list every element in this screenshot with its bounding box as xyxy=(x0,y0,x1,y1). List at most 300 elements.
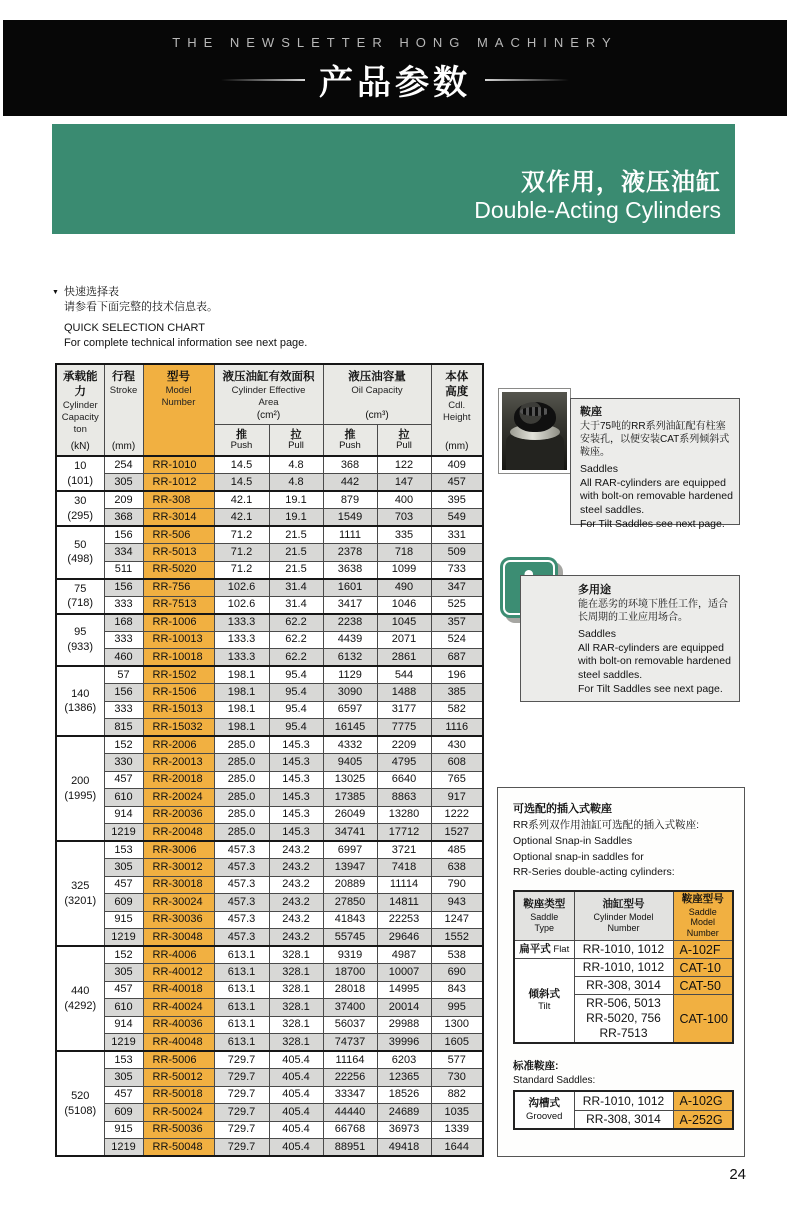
pull-oil-cell: 3177 xyxy=(377,701,431,719)
push-oil-cell: 4332 xyxy=(323,736,377,754)
masthead-left-rule xyxy=(221,79,305,81)
pull-oil-cell: 11114 xyxy=(377,876,431,894)
model-cell: RR-40048 xyxy=(143,1034,214,1052)
pull-area-cell: 145.3 xyxy=(269,789,323,807)
model-cell: RR-7513 xyxy=(143,596,214,614)
versatility-body-en: All RAR-cylinders are equipped with bolt-on removable hardened steel saddles. xyxy=(578,641,731,682)
height-cell: 733 xyxy=(431,561,483,579)
optional-sub-en2: RR-Series double-acting cylinders: xyxy=(513,866,675,879)
stroke-cell: 457 xyxy=(104,876,143,894)
push-area-cell: 457.3 xyxy=(214,859,269,877)
masthead xyxy=(3,20,787,116)
table-row xyxy=(56,806,483,824)
table-row xyxy=(56,841,483,859)
stroke-cell: 156 xyxy=(104,579,143,597)
model-cell: RR-5020 xyxy=(143,561,214,579)
push-area-cell: 613.1 xyxy=(214,981,269,999)
push-area-cell: 71.2 xyxy=(214,526,269,544)
height-cell: 730 xyxy=(431,1069,483,1087)
height-cell: 582 xyxy=(431,701,483,719)
push-area-cell: 285.0 xyxy=(214,754,269,772)
push-area-cell: 285.0 xyxy=(214,824,269,842)
table-row xyxy=(56,614,483,632)
pull-area-cell: 243.2 xyxy=(269,911,323,929)
optional-title-zh: 可选配的插入式鞍座 xyxy=(513,803,612,815)
optional-saddles-box xyxy=(497,787,745,1157)
pull-area-cell: 328.1 xyxy=(269,964,323,982)
model-cell: RR-40024 xyxy=(143,999,214,1017)
col-header-capacity: 承载能力 Cylinder Capacity ton (kN) xyxy=(56,364,104,456)
model-cell: RR-1502 xyxy=(143,666,214,684)
push-area-cell: 613.1 xyxy=(214,1034,269,1052)
table-row xyxy=(56,859,483,877)
model-cell: RR-40036 xyxy=(143,1016,214,1034)
stroke-cell: 1219 xyxy=(104,1139,143,1157)
pull-area-cell: 328.1 xyxy=(269,1034,323,1052)
table-row xyxy=(56,701,483,719)
push-oil-cell: 4439 xyxy=(323,631,377,649)
height-cell: 1116 xyxy=(431,719,483,737)
height-cell: 882 xyxy=(431,1086,483,1104)
model-cell: RR-10018 xyxy=(143,649,214,667)
push-area-cell: 729.7 xyxy=(214,1121,269,1139)
stroke-cell: 511 xyxy=(104,561,143,579)
pull-oil-cell: 703 xyxy=(377,509,431,527)
pull-oil-cell: 12365 xyxy=(377,1069,431,1087)
table-row xyxy=(56,649,483,667)
pull-oil-cell: 7775 xyxy=(377,719,431,737)
cylinder-model-cell: RR-1010, 1012 xyxy=(574,941,673,959)
saddle-model-cell: A-252G xyxy=(673,1110,733,1129)
push-oil-cell: 11164 xyxy=(323,1051,377,1069)
model-cell: RR-1010 xyxy=(143,456,214,474)
height-cell: 638 xyxy=(431,859,483,877)
push-oil-cell: 9319 xyxy=(323,946,377,964)
pull-area-cell: 62.2 xyxy=(269,631,323,649)
height-cell: 549 xyxy=(431,509,483,527)
height-cell: 524 xyxy=(431,631,483,649)
push-area-cell: 285.0 xyxy=(214,736,269,754)
saddle-model-cell: A-102F xyxy=(673,941,733,959)
push-oil-cell: 74737 xyxy=(323,1034,377,1052)
stroke-cell: 305 xyxy=(104,859,143,877)
model-cell: RR-5013 xyxy=(143,544,214,562)
push-oil-cell: 13947 xyxy=(323,859,377,877)
col-header-stroke: 行程 Stroke (mm) xyxy=(104,364,143,456)
pull-area-cell: 4.8 xyxy=(269,456,323,474)
page-title: 产品参数 xyxy=(319,64,471,102)
pull-area-cell: 62.2 xyxy=(269,649,323,667)
pull-oil-cell: 400 xyxy=(377,491,431,509)
table-row xyxy=(56,999,483,1017)
pull-oil-cell: 6203 xyxy=(377,1051,431,1069)
table-row xyxy=(56,491,483,509)
table-row xyxy=(56,509,483,527)
stroke-cell: 333 xyxy=(104,631,143,649)
stroke-cell: 333 xyxy=(104,596,143,614)
table-row xyxy=(56,824,483,842)
table-row xyxy=(56,981,483,999)
pull-area-cell: 328.1 xyxy=(269,981,323,999)
push-area-cell: 198.1 xyxy=(214,684,269,702)
pull-oil-cell: 1045 xyxy=(377,614,431,632)
spec-table-head xyxy=(56,364,483,456)
saddle-type-cell: 沟槽式 Grooved xyxy=(514,1091,574,1129)
saddle-type-cell: 扁平式 Flat xyxy=(514,941,574,959)
pull-area-cell: 405.4 xyxy=(269,1051,323,1069)
push-area-cell: 613.1 xyxy=(214,999,269,1017)
pull-oil-cell: 29646 xyxy=(377,929,431,947)
push-oil-cell: 20889 xyxy=(323,876,377,894)
stroke-cell: 168 xyxy=(104,614,143,632)
saddles-note-box xyxy=(570,398,740,531)
table-row xyxy=(56,579,483,597)
saddle-model-cell: CAT-50 xyxy=(673,977,733,995)
height-cell: 943 xyxy=(431,894,483,912)
table-row xyxy=(56,526,483,544)
push-oil-cell: 13025 xyxy=(323,771,377,789)
saddle-table-row xyxy=(514,959,733,977)
intro-block xyxy=(52,285,472,350)
height-cell: 357 xyxy=(431,614,483,632)
height-cell: 690 xyxy=(431,964,483,982)
banner-title-en: Double-Acting Cylinders xyxy=(474,197,721,223)
model-cell: RR-506 xyxy=(143,526,214,544)
table-row xyxy=(56,771,483,789)
push-area-cell: 198.1 xyxy=(214,719,269,737)
model-cell: RR-30024 xyxy=(143,894,214,912)
intro-en-line1: QUICK SELECTION CHART xyxy=(64,321,205,334)
stroke-cell: 153 xyxy=(104,841,143,859)
pull-oil-cell: 1488 xyxy=(377,684,431,702)
table-row xyxy=(56,684,483,702)
pull-oil-cell: 147 xyxy=(377,474,431,492)
push-area-cell: 14.5 xyxy=(214,456,269,474)
model-cell: RR-756 xyxy=(143,579,214,597)
height-cell: 1605 xyxy=(431,1034,483,1052)
push-oil-cell: 17385 xyxy=(323,789,377,807)
model-cell: RR-30048 xyxy=(143,929,214,947)
saddle-model-cell: CAT-100 xyxy=(673,995,733,1044)
height-cell: 509 xyxy=(431,544,483,562)
pull-oil-cell: 24689 xyxy=(377,1104,431,1122)
capacity-cell: 95 (933) xyxy=(56,614,104,667)
model-cell: RR-30036 xyxy=(143,911,214,929)
push-oil-cell: 3090 xyxy=(323,684,377,702)
stroke-cell: 254 xyxy=(104,456,143,474)
push-oil-cell: 2238 xyxy=(323,614,377,632)
pull-oil-cell: 544 xyxy=(377,666,431,684)
table-row xyxy=(56,1034,483,1052)
table-row xyxy=(56,1139,483,1157)
cylinder-model-cell: RR-308, 3014 xyxy=(574,1110,673,1129)
push-area-cell: 729.7 xyxy=(214,1139,269,1157)
push-oil-cell: 37400 xyxy=(323,999,377,1017)
stroke-cell: 610 xyxy=(104,999,143,1017)
stroke-cell: 334 xyxy=(104,544,143,562)
table-row xyxy=(56,876,483,894)
pull-oil-cell: 36973 xyxy=(377,1121,431,1139)
pull-oil-cell: 490 xyxy=(377,579,431,597)
model-cell: RR-5006 xyxy=(143,1051,214,1069)
model-cell: RR-20018 xyxy=(143,771,214,789)
stroke-cell: 305 xyxy=(104,474,143,492)
height-cell: 385 xyxy=(431,684,483,702)
push-oil-cell: 88951 xyxy=(323,1139,377,1157)
intro-zh-line1: 快速选择表 xyxy=(64,286,119,298)
table-row xyxy=(56,544,483,562)
stroke-cell: 1219 xyxy=(104,1034,143,1052)
push-area-cell: 457.3 xyxy=(214,911,269,929)
push-oil-cell: 33347 xyxy=(323,1086,377,1104)
height-cell: 331 xyxy=(431,526,483,544)
saddle-table-row xyxy=(514,941,733,959)
height-cell: 765 xyxy=(431,771,483,789)
pull-area-cell: 145.3 xyxy=(269,771,323,789)
pull-oil-cell: 7418 xyxy=(377,859,431,877)
pull-area-cell: 328.1 xyxy=(269,999,323,1017)
table-row xyxy=(56,1104,483,1122)
push-area-cell: 613.1 xyxy=(214,964,269,982)
stroke-cell: 610 xyxy=(104,789,143,807)
col-header-model: 型号 Model Number xyxy=(143,364,214,456)
model-cell: RR-50018 xyxy=(143,1086,214,1104)
model-cell: RR-3014 xyxy=(143,509,214,527)
intro-zh-line2: 请参看下面完整的技术信息表。 xyxy=(64,300,218,313)
subheader-area-pull: 拉 Pull xyxy=(269,424,323,456)
pull-oil-cell: 3721 xyxy=(377,841,431,859)
pull-area-cell: 95.4 xyxy=(269,666,323,684)
push-oil-cell: 56037 xyxy=(323,1016,377,1034)
push-area-cell: 71.2 xyxy=(214,544,269,562)
stroke-cell: 1219 xyxy=(104,824,143,842)
pull-area-cell: 243.2 xyxy=(269,859,323,877)
pull-area-cell: 328.1 xyxy=(269,1016,323,1034)
saddles-title-zh: 鞍座 xyxy=(580,406,602,418)
pull-area-cell: 405.4 xyxy=(269,1121,323,1139)
saddle-model-cell: A-102G xyxy=(673,1091,733,1110)
masthead-kicker: THE NEWSLETTER HONG MACHINERY xyxy=(172,35,618,50)
capacity-cell: 200 (1995) xyxy=(56,736,104,841)
push-oil-cell: 1549 xyxy=(323,509,377,527)
pull-area-cell: 31.4 xyxy=(269,596,323,614)
model-cell: RR-15013 xyxy=(143,701,214,719)
stroke-cell: 152 xyxy=(104,946,143,964)
standard-table-body xyxy=(514,1091,733,1129)
pull-oil-cell: 122 xyxy=(377,456,431,474)
stroke-cell: 333 xyxy=(104,701,143,719)
push-area-cell: 285.0 xyxy=(214,789,269,807)
model-cell: RR-30018 xyxy=(143,876,214,894)
height-cell: 687 xyxy=(431,649,483,667)
table-row xyxy=(56,596,483,614)
pull-oil-cell: 1046 xyxy=(377,596,431,614)
model-cell: RR-40012 xyxy=(143,964,214,982)
pull-area-cell: 19.1 xyxy=(269,509,323,527)
push-oil-cell: 9405 xyxy=(323,754,377,772)
model-cell: RR-50024 xyxy=(143,1104,214,1122)
push-oil-cell: 442 xyxy=(323,474,377,492)
push-oil-cell: 6997 xyxy=(323,841,377,859)
table-row xyxy=(56,631,483,649)
pull-oil-cell: 17712 xyxy=(377,824,431,842)
pull-oil-cell: 13280 xyxy=(377,806,431,824)
model-cell: RR-1012 xyxy=(143,474,214,492)
table-row xyxy=(56,929,483,947)
height-cell: 917 xyxy=(431,789,483,807)
table-row xyxy=(56,1121,483,1139)
pull-oil-cell: 4987 xyxy=(377,946,431,964)
snapin-saddle-table xyxy=(513,890,734,1044)
height-cell: 485 xyxy=(431,841,483,859)
push-area-cell: 71.2 xyxy=(214,561,269,579)
versatility-note-en: For Tilt Saddles see next page. xyxy=(578,683,723,696)
pull-area-cell: 95.4 xyxy=(269,684,323,702)
stroke-cell: 609 xyxy=(104,894,143,912)
table-row xyxy=(56,754,483,772)
push-area-cell: 729.7 xyxy=(214,1086,269,1104)
height-cell: 790 xyxy=(431,876,483,894)
push-area-cell: 729.7 xyxy=(214,1104,269,1122)
height-cell: 1300 xyxy=(431,1016,483,1034)
model-cell: RR-2006 xyxy=(143,736,214,754)
push-oil-cell: 41843 xyxy=(323,911,377,929)
push-oil-cell: 34741 xyxy=(323,824,377,842)
pull-area-cell: 31.4 xyxy=(269,579,323,597)
stroke-cell: 815 xyxy=(104,719,143,737)
model-cell: RR-50036 xyxy=(143,1121,214,1139)
spec-table-body xyxy=(56,456,483,1156)
pull-oil-cell: 49418 xyxy=(377,1139,431,1157)
saddles-title-en: Saddles xyxy=(580,463,618,476)
push-oil-cell: 22256 xyxy=(323,1069,377,1087)
push-area-cell: 198.1 xyxy=(214,666,269,684)
push-area-cell: 613.1 xyxy=(214,1016,269,1034)
model-cell: RR-20048 xyxy=(143,824,214,842)
capacity-cell: 50 (498) xyxy=(56,526,104,579)
push-area-cell: 457.3 xyxy=(214,894,269,912)
capacity-cell: 520 (5108) xyxy=(56,1051,104,1156)
stroke-cell: 209 xyxy=(104,491,143,509)
cylinder-model-cell: RR-308, 3014 xyxy=(574,977,673,995)
subheader-oil-push: 推 Push xyxy=(323,424,377,456)
page-number: 24 xyxy=(729,1166,746,1183)
push-area-cell: 102.6 xyxy=(214,579,269,597)
saddles-note-en: For Tilt Saddles see next page. xyxy=(580,518,725,531)
intro-en-line2: For complete technical information see next page. xyxy=(64,336,308,349)
stroke-cell: 305 xyxy=(104,1069,143,1087)
push-area-cell: 14.5 xyxy=(214,474,269,492)
push-oil-cell: 1601 xyxy=(323,579,377,597)
height-cell: 1339 xyxy=(431,1121,483,1139)
push-area-cell: 102.6 xyxy=(214,596,269,614)
height-cell: 1247 xyxy=(431,911,483,929)
height-cell: 1035 xyxy=(431,1104,483,1122)
table-row xyxy=(56,561,483,579)
push-oil-cell: 66768 xyxy=(323,1121,377,1139)
table-row xyxy=(56,1051,483,1069)
saddles-body-zh: 大于75吨的RR系列油缸配有柱塞安装孔，以便安装CAT系列倾斜式鞍座。 xyxy=(580,421,730,459)
push-area-cell: 133.3 xyxy=(214,649,269,667)
push-area-cell: 133.3 xyxy=(214,614,269,632)
pull-area-cell: 145.3 xyxy=(269,736,323,754)
standard-saddle-table xyxy=(513,1090,734,1130)
pull-area-cell: 19.1 xyxy=(269,491,323,509)
pull-area-cell: 21.5 xyxy=(269,544,323,562)
push-area-cell: 457.3 xyxy=(214,929,269,947)
saddle-model-cell: CAT-10 xyxy=(673,959,733,977)
pull-oil-cell: 14811 xyxy=(377,894,431,912)
push-oil-cell: 3638 xyxy=(323,561,377,579)
height-cell: 196 xyxy=(431,666,483,684)
pull-oil-cell: 4795 xyxy=(377,754,431,772)
height-cell: 608 xyxy=(431,754,483,772)
pull-oil-cell: 20014 xyxy=(377,999,431,1017)
pull-area-cell: 405.4 xyxy=(269,1086,323,1104)
col-header-height: 本体 高度 Cdl. Height (mm) xyxy=(431,364,483,456)
table-row xyxy=(56,666,483,684)
model-cell: RR-20013 xyxy=(143,754,214,772)
height-cell: 430 xyxy=(431,736,483,754)
model-cell: RR-1506 xyxy=(143,684,214,702)
height-cell: 1527 xyxy=(431,824,483,842)
pull-area-cell: 21.5 xyxy=(269,561,323,579)
push-oil-cell: 55745 xyxy=(323,929,377,947)
table-row xyxy=(56,964,483,982)
push-oil-cell: 6597 xyxy=(323,701,377,719)
stroke-cell: 156 xyxy=(104,526,143,544)
pull-oil-cell: 39996 xyxy=(377,1034,431,1052)
stroke-cell: 915 xyxy=(104,1121,143,1139)
stroke-cell: 457 xyxy=(104,981,143,999)
cylinder-model-cell: RR-1010, 1012 xyxy=(574,959,673,977)
table-row xyxy=(56,946,483,964)
height-cell: 1222 xyxy=(431,806,483,824)
saddle-photo-cap xyxy=(514,402,556,432)
stroke-cell: 156 xyxy=(104,684,143,702)
push-oil-cell: 368 xyxy=(323,456,377,474)
stroke-cell: 460 xyxy=(104,649,143,667)
stroke-cell: 914 xyxy=(104,1016,143,1034)
capacity-cell: 440 (4292) xyxy=(56,946,104,1051)
pull-area-cell: 405.4 xyxy=(269,1104,323,1122)
table-row xyxy=(56,456,483,474)
height-cell: 347 xyxy=(431,579,483,597)
pull-oil-cell: 718 xyxy=(377,544,431,562)
pull-oil-cell: 335 xyxy=(377,526,431,544)
subheader-oil-pull: 拉 Pull xyxy=(377,424,431,456)
saddle-photo xyxy=(498,388,571,474)
stroke-cell: 368 xyxy=(104,509,143,527)
push-area-cell: 285.0 xyxy=(214,771,269,789)
pull-area-cell: 145.3 xyxy=(269,824,323,842)
subheader-area-push: 推 Push xyxy=(214,424,269,456)
pull-area-cell: 405.4 xyxy=(269,1139,323,1157)
pull-area-cell: 95.4 xyxy=(269,701,323,719)
height-cell: 395 xyxy=(431,491,483,509)
standard-saddles-title-en: Standard Saddles: xyxy=(513,1075,596,1087)
push-oil-cell: 44440 xyxy=(323,1104,377,1122)
snapin-col-header-saddle-model: 鞍座型号 Saddle Model Number xyxy=(673,891,733,941)
triangle-marker-icon: ▼ xyxy=(52,289,59,296)
pull-area-cell: 95.4 xyxy=(269,719,323,737)
versatility-title-en: Saddles xyxy=(578,628,616,641)
height-cell: 1644 xyxy=(431,1139,483,1157)
pull-area-cell: 145.3 xyxy=(269,754,323,772)
snapin-col-header-cylinder-model: 油缸型号 Cylinder Model Number xyxy=(574,891,673,941)
pull-area-cell: 145.3 xyxy=(269,806,323,824)
optional-sub-zh: RR系列双作用油缸可选配的插入式鞍座: xyxy=(513,819,700,832)
